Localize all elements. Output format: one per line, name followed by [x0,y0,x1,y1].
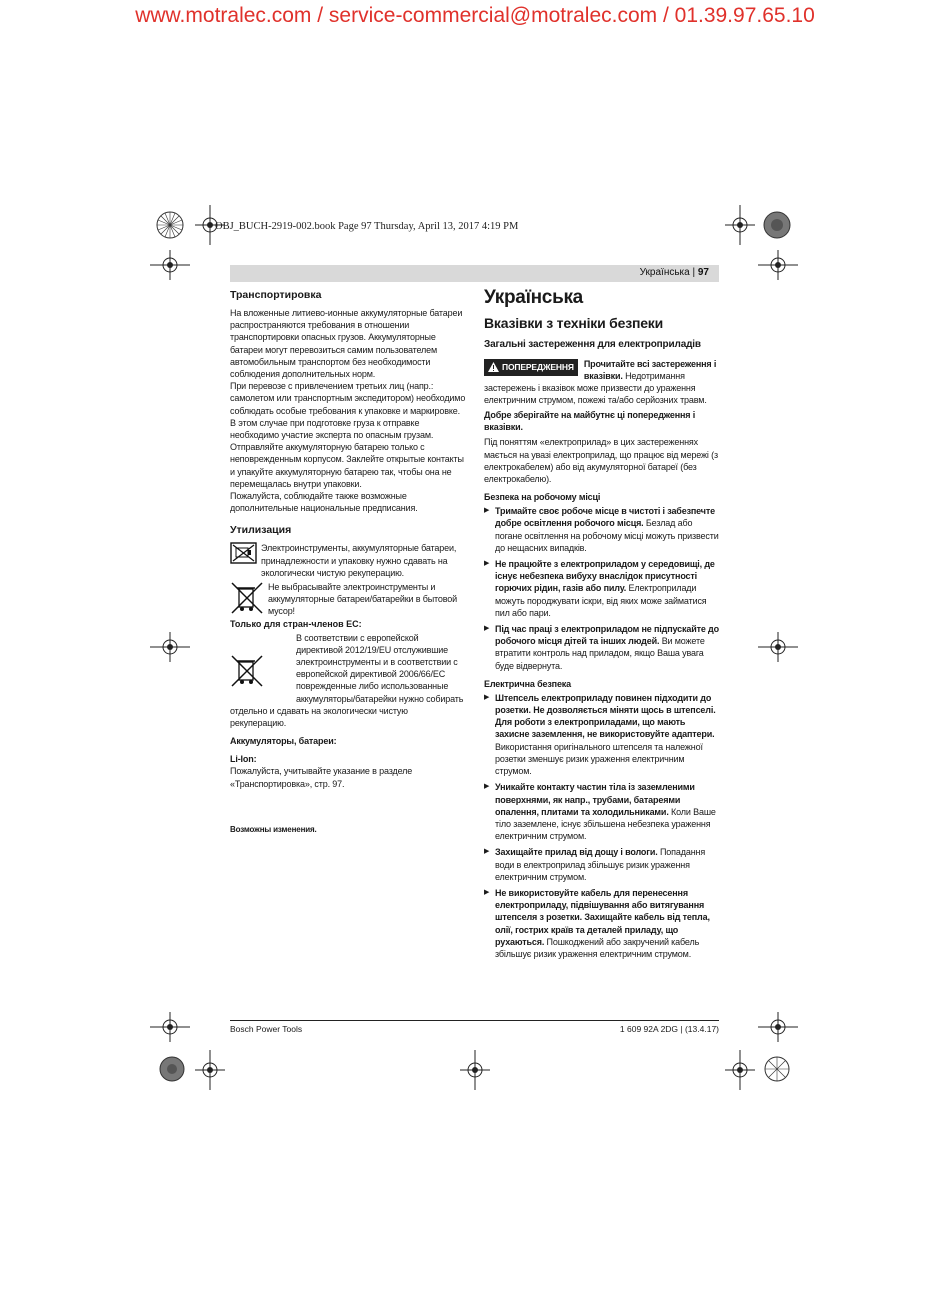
registration-mark-icon [758,632,798,662]
registration-mark-icon [195,205,225,245]
bullet-bold: Штепсель електроприладу повинен підходити до розетки. Не дозволяється міняти щось в штепселі. Для роботи з електроприладами, що мають захисне заземлення, не використовуйте адаптери. [495,692,716,740]
eu-row [230,632,466,705]
language-title: Українська [484,287,583,308]
warning-triangle-icon [488,362,499,372]
work-bullet [484,623,720,672]
transport-paragraph: На вложенные литиево-ионные аккумуляторные батареи распространяются требования в отношении транспортировки опасных грузов. Аккумуляторные батареи могут перевозиться самим пользователем автомобильным транспортом без необходимости соблюдения дополнительных норм. [230,308,463,380]
page-header-text: Українська | 97 [639,267,709,278]
bullet-text: Пошкоджений або закручений кабель збільшує ризик ураження електричним струмом. [495,936,700,959]
footer-brand: Bosch Power Tools [230,1024,303,1034]
bullet-bold: Не працюйте з електроприладом у середовищі, де існує небезпека вибуху внаслідок присутності горючих рідин, газів або пилу. [495,559,715,594]
bullet-text: Коли Ваше тіло заземлене, існує збільшена небезпека ураження електричним струмом. [495,806,716,842]
header-url-line[interactable]: www.motralec.com / service-commercial@motralec.com / 01.39.97.65.10 [135,4,815,27]
eu-title: Только для стран-членов ЕС: [230,618,362,629]
bullet-text: Електроприлади можуть породжувати іскри, від яких може займатися пил або пари. [495,583,707,618]
bullet-text: Попадання води в електроприлад збільшує ризик ураження електричним струмом. [495,847,706,882]
keep-instructions: Добре зберігайте на майбутнє ці попередження і вказівки. [484,410,696,433]
battery-disposal-icon [230,542,257,564]
eu-paragraph: В соответствии с европейской директивой 2012/19/EU отслужившие электроинструменты и в соответствии с европейской директивой 2006/66/EC поврежденные либо использованные аккумуляторы/батарейки нужно собирать [296,632,464,704]
registration-mark-icon [150,250,190,280]
bin-paragraph: Не выбрасывайте электроинструменты и аккумуляторные батареи/батарейки в бытовой мусор! [268,582,458,617]
left-column [230,289,466,836]
registration-mark-icon [762,210,792,240]
electrical-bullet [484,887,720,960]
page-number: 97 [697,267,709,278]
registration-mark-icon [725,1050,755,1090]
warning-rest: Недотримання застережень і вказівок може призвести до ураження електричним струмом, пожежі та/або серйозних травм. [484,370,707,406]
warning-label: ПОПЕРЕДЖЕННЯ [502,362,574,372]
registration-mark-icon [150,632,190,662]
transport-paragraph: Отправляйте аккумуляторную батарею только с неповрежденным корпусом. Заклейте открытые контакты и упакуйте аккумуляторную батарею так, чтобы она не перемещалась внутри упаковки. [230,442,464,489]
work-area-title: Безпека на робочому місці [484,492,601,503]
bullet-bold: Під час праці з електроприладом не підпускайте до робочого місця дітей та інших людей. [495,624,719,647]
electrical-bullet [484,781,720,842]
disposal-paragraph: Электроинструменты, аккумуляторные батареи, принадлежности и упаковку нужно сдавать на экологически чистую рекуперацию. [261,543,457,578]
registration-mark-icon [763,1055,791,1083]
term-paragraph: Під поняттям «електроприлад» в цих застереженнях мається на увазі електроприлад, що працює від мережі (з електрокабелем) або від акумуляторної батареї (без електрокабелю). [484,437,718,485]
electrical-safety-title: Електрична безпека [484,678,572,689]
crossed-bin-icon [230,581,264,615]
disposal-row [230,542,466,579]
registration-mark-icon [158,1055,186,1083]
page-footer [230,1020,719,1034]
bullet-bold: Тримайте своє робоче місце в чистоті і забезпечте добре освітлення робочого місця. [495,506,715,529]
transport-paragraph: Пожалуйста, соблюдайте также возможные дополнительные национальные предписания. [230,491,418,514]
work-bullet [484,558,720,619]
bullet-bold: Не використовуйте кабель для перенесення електроприладу, підвішування або витягування штепселя з розетки. Захищайте кабель від тепла, олії, гострих країв та деталей приладу, що рухаються. [495,887,710,947]
bullet-bold: Захищайте прилад від дощу і вологи. [495,847,658,858]
safety-title: Вказівки з техніки безпеки [484,315,664,332]
bullet-text: Безлад або погане освітлення на робочому місці можуть призвести до нещасних випадків. [495,518,719,553]
crossed-bin-icon [230,632,296,702]
registration-mark-icon [758,250,798,280]
changes-note: Возможны изменения. [230,824,317,834]
bullet-text: Ви можете втратити контроль над приладом, якщо Ваша увага буде відвернута. [495,636,705,671]
eu-paragraph-continued: отдельно и сдавать на экологически чистую рекуперацию. [230,705,408,729]
transport-title: Транспортировка [230,289,322,301]
registration-mark-icon [758,1012,798,1042]
section-name: Українська [639,267,690,278]
bullet-text: Використання оригінального штепселя та належної розетки зменшує ризик ураження електричним струмом. [495,741,703,777]
right-column [484,287,720,960]
liion-paragraph: Пожалуйста, учитывайте указание в разделе «Транспортировка», стр. 97. [230,766,413,789]
page-header-bar [230,265,719,282]
registration-mark-icon [460,1050,490,1090]
warning-paragraph [484,358,720,407]
liion-title: Li-Ion: [230,754,257,765]
electrical-bullet [484,692,720,777]
disposal-title: Утилизация [230,524,292,537]
transport-paragraph: При перевозе с привлечением третьих лиц (напр.: самолетом или транспортным экспедитором) необходимо соблюдать особые требования к упаковке и маркировке. В этом случае при подготовке груза к отправке необходимо участие эксперта по опасным грузам. [230,381,466,441]
registration-mark-icon [725,205,755,245]
book-info-line: OBJ_BUCH-2919-002.book Page 97 Thursday, April 13, 2017 4:19 PM [215,221,519,232]
warning-bold: Прочитайте всі застереження і вказівки. [583,358,717,381]
registration-mark-icon [155,210,185,240]
work-bullet [484,505,720,554]
registration-mark-icon [150,1012,190,1042]
general-warnings-title: Загальні застереження для електроприладів [484,339,701,351]
warning-badge [484,359,578,376]
electrical-bullet [484,846,720,883]
battery-title: Аккумуляторы, батареи: [230,736,337,747]
registration-mark-icon [195,1050,225,1090]
bin-row [230,581,466,618]
footer-code: 1 609 92A 2DG | (13.4.17) [619,1024,719,1034]
bullet-bold: Уникайте контакту частин тіла із заземленими поверхнями, як напр., трубами, батареями опалення, плитами та холодильниками. [495,782,695,817]
